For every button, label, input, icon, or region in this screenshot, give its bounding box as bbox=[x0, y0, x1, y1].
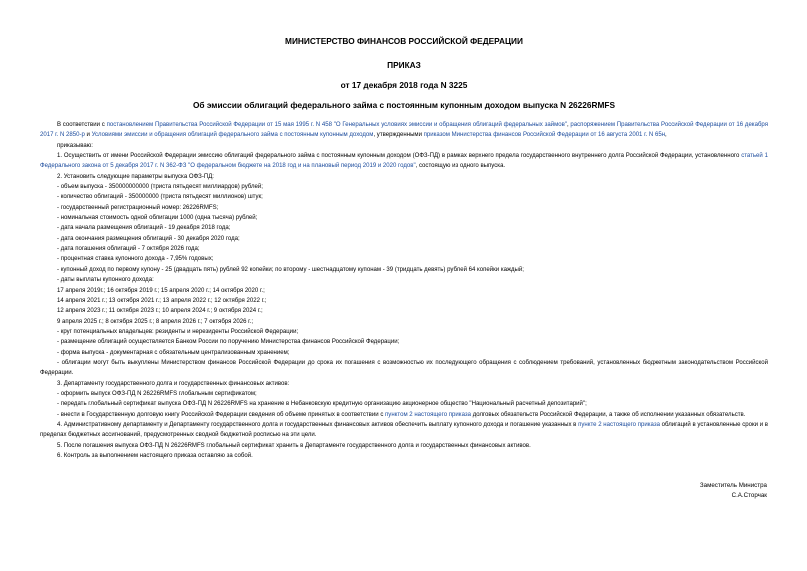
signatory-name: С.А.Сторчак bbox=[731, 492, 767, 500]
link-rasporyazhenie-2850[interactable]: распоряжением Правительства Российской Федерации от 16 декабря 2017 г. N 2850-р bbox=[40, 122, 768, 139]
param-line: - количество облигаций - 350000000 (триста пятьдесят миллионов) штук; bbox=[57, 194, 263, 201]
intro-text-4: , утвержденными bbox=[373, 132, 424, 139]
item-1-text-2: , состоящую из одного выпуска. bbox=[415, 163, 506, 170]
coupon-dates-line: 12 апреля 2023 г.; 11 октября 2023 г.; 10 апреля 2024 г.; 9 октября 2024 г.; bbox=[57, 308, 263, 315]
intro-paragraph bbox=[40, 120, 768, 141]
coupon-dates-line: 14 апреля 2021 г.; 13 октября 2021 г.; 13 апреля 2022 г.; 12 октября 2022 г.; bbox=[57, 297, 267, 304]
item-4-text-1: 4. Административному департаменту и Департаменту государственного долга и государственных финансовых активов обеспечить выплату купонного дохода и погашение указанных в bbox=[57, 421, 579, 428]
prikazyvayu-text: приказываю: bbox=[57, 142, 93, 149]
item-4 bbox=[40, 420, 768, 441]
intro-text-1: В соответствии с bbox=[57, 122, 107, 128]
item-3-line: - оформить выпуск ОФЗ-ПД N 26226RMFS глобальным сертификатом; bbox=[57, 390, 257, 397]
item-1 bbox=[40, 151, 768, 172]
item-3-line: - передать глобальный сертификат выпуска ОФЗ-ПД N 26226RMFS на хранение в Небанковскую кредитную организацию акционерное общество "Национальный расчетный депозитарий"; bbox=[57, 401, 587, 408]
item-4-text-2: облигаций в установленные сроки и в пределах бюджетных ассигнований, предусмотренных сводной бюджетной росписью на эти цели. bbox=[40, 421, 768, 439]
link-punkt-2[interactable]: пункте 2 настоящего приказа bbox=[578, 421, 660, 428]
param-line: - даты выплаты купонного дохода: bbox=[57, 277, 154, 284]
link-punkt-2[interactable]: пунктом 2 настоящего приказа bbox=[385, 411, 472, 418]
param-line: - процентная ставка купонного дохода - 7,95% годовых; bbox=[57, 256, 214, 263]
signatory-position: Заместитель Министра bbox=[699, 482, 767, 489]
param-line: - объем выпуска - 350000000000 (триста пятьдесят миллиардов) рублей; bbox=[57, 184, 263, 191]
item-3-line bbox=[40, 410, 768, 420]
document-body bbox=[40, 120, 768, 461]
item-3-heading: 3. Департаменту государственного долга и государственных финансовых активов: bbox=[57, 380, 290, 387]
doc-type-heading: ПРИКАЗ bbox=[387, 60, 421, 70]
document bbox=[40, 36, 768, 461]
param-line: - дата погашения облигаций - 7 октября 2026 года; bbox=[57, 246, 200, 253]
param-line: - купонный доход по первому купону - 25 (двадцать пять) рублей 92 копейки; по второму - шестнадцатому купонам - 39 (тридцать девять) рублей 64 копейки каждый; bbox=[57, 266, 524, 273]
doc-date-heading: от 17 декабря 2018 года N 3225 bbox=[340, 80, 468, 90]
param-line: - круг потенциальных владельцев: резиденты и нерезиденты Российской Федерации; bbox=[57, 328, 299, 335]
link-prikaz-65n[interactable]: приказом Министерства финансов Российской Федерации от 16 августа 2001 г. N 65н bbox=[423, 132, 666, 139]
intro-text-2: , bbox=[566, 122, 571, 128]
intro-text-3: и bbox=[84, 132, 92, 139]
item-3-last-text-2: долговых обязательств Российской Федерации, а также об исполнении указанных обязательств. bbox=[471, 411, 746, 418]
param-line: - размещение облигаций осуществляется Банком России по поручению Министерства финансов Российской Федерации; bbox=[57, 339, 400, 346]
param-line: - облигации могут быть выкуплены Министерством финансов Российской Федерации до срока их погашения с возможностью их последующего обращения с соблюдением требований, установленных бюджетным законодательством Российской Федерации. bbox=[40, 359, 768, 377]
param-line: - государственный регистрационный номер: 26226RMFS; bbox=[57, 204, 219, 211]
intro-text-5: , bbox=[665, 132, 667, 139]
param-line: - номинальная стоимость одной облигации 1000 (одна тысяча) рублей; bbox=[57, 215, 258, 222]
signature-block bbox=[700, 481, 767, 502]
item-6: 6. Контроль за выполнением настоящего приказа оставляю за собой. bbox=[57, 453, 253, 459]
item-1-text-1: 1. Осуществить от имени Российской Федерации эмиссию облигаций федерального займа с постоянным купонным доходом (ОФЗ-ПД) в рамках верхнего предела государственного внутреннего долга Российской Федерации, установленного bbox=[57, 153, 742, 160]
doc-title-heading: Об эмиссии облигаций федерального займа с постоянным купонным доходом выпуска N 26226RMFS bbox=[192, 100, 616, 110]
link-usloviya-emissii[interactable]: Условиями эмиссии и обращения облигаций федерального займа с постоянным купонным доходом bbox=[91, 132, 374, 139]
param-line: - дата начала размещения облигаций - 19 декабря 2018 года; bbox=[57, 225, 231, 232]
link-postanovlenie-458[interactable]: постановлением Правительства Российской Федерации от 15 мая 1995 г. N 458 "О Генеральных условиях эмиссии и обращения облигаций федеральных займов" bbox=[106, 122, 567, 128]
param-line: - форма выпуска - документарная с обязательным централизованным хранением; bbox=[57, 349, 290, 356]
item-5: 5. После погашения выпуска ОФЗ-ПД N 26226RMFS глобальный сертификат хранить в Департаменте государственного долга и государственных финансовых активов. bbox=[57, 442, 531, 449]
item-2-heading: 2. Установить следующие параметры выпуска ОФЗ-ПД: bbox=[57, 173, 214, 180]
item-3-last-text-1: - внести в Государственную долговую книгу Российской Федерации сведения об объеме принятых в соответствии с bbox=[57, 411, 386, 418]
link-zakon-362fz[interactable]: статьей 1 Федерального закона от 5 декабря 2017 г. N 362-ФЗ "О федеральном бюджете на 2018 год и на плановый период 2019 и 2020 годов" bbox=[40, 153, 768, 170]
param-line: - дата окончания размещения облигаций - 30 декабря 2020 года; bbox=[57, 235, 240, 242]
ministry-heading: МИНИСТЕРСТВО ФИНАНСОВ РОССИЙСКОЙ ФЕДЕРАЦИИ bbox=[285, 36, 523, 46]
coupon-dates-line: 17 апреля 2019г.; 16 октября 2019 г.; 15 апреля 2020 г.; 14 октября 2020 г.; bbox=[57, 287, 265, 294]
coupon-dates-line: 9 апреля 2025 г.; 8 октября 2025 г.; 8 апреля 2026 г.; 7 октября 2026 г.; bbox=[57, 318, 254, 325]
